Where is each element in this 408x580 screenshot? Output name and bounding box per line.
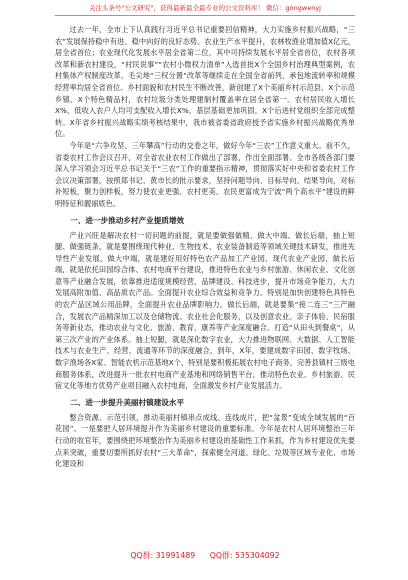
paragraph-review: 过去一年，全市上下认真践行习近平总书记重要回信精神，大力实施乡村振兴战略，“三农”发展保持稳中有进、稳中向好的良好态势。农业生产水平提升，农林牧渔业增加值X亿元，居全省首位；农业现代化发展水平居全省第二位，其中可持续发展水平居全省首位，农村各项改革和新农村建设，“村民说事”“农村小微权力清单”入选首批X个全国乡村治理典型案例，农村集体产权制度改革、毛尖地“三权分置”改革等继续走在全国全省前列，承包地流转率和规模经营率均居全省首位。乡村面貌和农村民生不断改善，新创建了X个美丽乡村示范县、X个示范乡镇、X个特色精品村，农村垃圾分类处理建制村覆盖率在居全省第一。农村居民收入增长X%，低收入农户人均可支配收入增长X%，基层基础更加巩固，X个后进村党组织全部完成整转。X年省乡村振兴战略实绩考核结果中，我市被省委省政府授予省实施乡村振兴战略优秀单位。 xyxy=(55,25,355,139)
qq-group-1: QQ群: 31991489 xyxy=(130,551,196,560)
section-heading-villages: 二、进一步提升美丽村镇建设水平 xyxy=(70,397,185,407)
document-body xyxy=(55,24,355,470)
footer-qq-groups xyxy=(55,550,355,561)
section-heading-industry: 一、进一步推动乡村产业提质增效 xyxy=(70,215,185,225)
qq-group-2: QQ群: 535304092 xyxy=(209,551,280,560)
paragraph-villages: 整合资源、示范引领，推动美丽村镇串点成线、连线成片，把“盆景”变成全域发展的“百花园”。一是要把人居环境提升作为美丽乡村建设的重要标准。今年是农村人居环境整治三年行动的收官年，要围绕把环境整治作为美丽乡村建设的基础性工作来抓，作为乡村建设优先要点来突破，重要切要所抓好农村“三大革命”，探索健全河道、绿化、垃圾等区域专业化、市场化建设和 xyxy=(55,412,355,469)
paragraph-industry: 产业兴旺是解决农村一切问题的前提，就是要做强做精、做大中端、做长后端，抽上短腿、做强链条，就是要围绕现代种业、生物技术、农业装备制造等领域关键技术研发，推进先导性产业发展，做大中端，就是建好用好特色农产品加工产业园、现代农业产业园，做长后端，就是依托田园综合体、农村电商平台建设，推进特色农业与乡村旅游、休闲农业、文化创意等产业融合发展，依靠推进适度规模经营，品牌建设、科技进步，提升市场竞争能力，大力发展高附加值、高品质农产品。全面提升农业综合效益和竞争力。特别是加快创建特色具特色的农产品区域公用品牌，全面提升农业品牌影响力。做长后端，就是要集“接二连三”三产融合，发展农产品精深加工以及仓储物流、农业社会化服务，以及创意农业、亲子体验、民宿服务等新业态，推动农业与文化、旅游、教育、康养等产业深度融合。打造“从田头到餐桌”，从第三次产业的产业体系。抽上短腿，就是深化数字农业，大力推进物联网、大数据、人工智能技术与农业生产、经营、流通等环节的深度融合，到年，X年，要建成数字田园、数字牧场、数字渔场各X家、智能农机示范基地X个，特别是要积极拓展农村电子商务，完善县镇村三级电商服务体系，改进提升一批农村电商产业基地和网络销售平台，推动特色农业、乡村旅游、民宿文化等地方优势产业项目融入农村电商，全面激发乡村产业发展活力。 xyxy=(55,230,355,391)
header-rule xyxy=(55,15,355,16)
paragraph-significance: 今年是“六争攻坚、三年攀高”行动的交卷之年，做好今年“三农”工作意义重大。前不久，省委农村工作会议召开，对全省农业农村工作做出了部署，作出全面部署。全市各级各部门要深入学习领会习近平总书记关于“三农”工作的重要指示精神，贯彻落实好中央和省委农村工作会议决策部署，按照郑书记、黄市长的批示要求，坚持问题导向、目标导向、结果导向，对标补短板，聚力创样板，努力使农业更强、农村更美、农民更富成为宁波“两个高水平”建设的鲜明特征和靓丽底色。 xyxy=(55,140,355,208)
promo-banner: 关注头条号"公文研究"，获得最新最全最专业的公文资料库！ 微信：gongwenyj xyxy=(89,4,321,12)
